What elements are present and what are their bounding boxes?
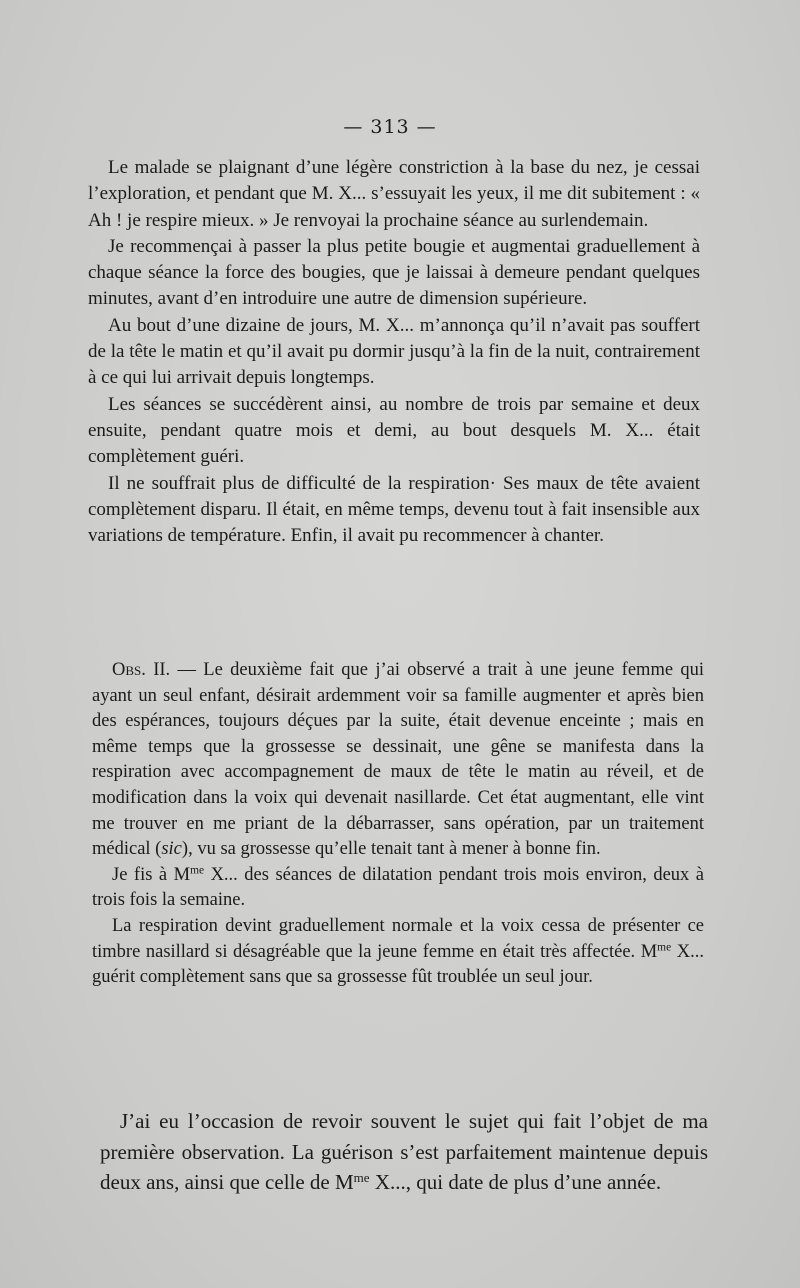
page-number: — 313 —	[343, 116, 437, 138]
superscript: me	[190, 864, 205, 877]
text-run: La respiration devint graduellement normale et la voix cessa de présenter ce timbre nasillard si désagréable que la jeune femme en était très affectée. M	[92, 915, 704, 962]
superscript: me	[353, 1169, 370, 1185]
paragraph	[92, 914, 704, 991]
superscript: me	[657, 941, 672, 954]
observation-1-continuation	[88, 155, 700, 549]
observation-label: Obs. II.	[112, 660, 171, 680]
text-run: J’ai eu l’occasion de revoir souvent le sujet qui fait l’objet de ma première observation. La guérison s’est parfaitement maintenue depuis deux ans, ainsi que celle de M	[100, 1109, 708, 1194]
paragraph: Les séances se succédèrent ainsi, au nombre de trois par semaine et deux ensuite, pendant quatre mois et demi, au bout desquels M. X... était complètement guéri.	[88, 393, 700, 468]
paragraph: Le malade se plaignant d’une légère constriction à la base du nez, je cessai l’exploration, et pendant que M. X... s’essuyait les yeux, il me dit subitement : « Ah ! je respire mieux. » Je renvoyai la prochaine séance au surlendemain.	[88, 157, 700, 231]
text-run: X..., qui date de plus d’une année.	[369, 1170, 662, 1194]
paragraph: Au bout d’une dizaine de jours, M. X... m’annonça qu’il n’avait pas souffert de la tête le matin et qu’il avait pu dormir jusqu’à la fin de la nuit, contrairement à ce qui lui arrivait depuis longtemps.	[88, 314, 700, 389]
text-run: X... des séances de dilatation pendant trois mois environ, deux à trois fois la semaine.	[92, 864, 704, 911]
text-run: — Le deuxième fait que j’ai observé a trait à une jeune femme qui ayant un seul enfant, désirait ardemment voir sa famille augmenter et après bien des espérances, toujours déçues par la suite, était devenue enceinte ; mais en même temps que la grossesse se dessinait, une gêne se manifesta dans la respiration avec accompagnement de maux de tête le matin au réveil, et de modification dans la voix qui devenait nasillarde. Cet état augmentant, elle vint me trouver en me priant de la débarrasser, sans opération, par un traitement médical (	[92, 660, 704, 860]
sic-italic: sic	[161, 839, 182, 860]
paragraph	[100, 1106, 708, 1198]
text-run: X... guérit complètement sans que sa grossesse fût troublée un seul jour.	[92, 941, 704, 988]
text-run: Je fis à M	[112, 864, 191, 885]
paragraph	[92, 658, 704, 863]
paragraph: Il ne souffrait plus de difficulté de la respiration· Ses maux de tête avaient complètement disparu. Il était, en même temps, devenu tout à fait insensible aux variations de température. Enfin, il avait pu recommencer à chanter.	[88, 472, 700, 547]
text-run: ), vu sa grossesse qu’elle tenait tant à mener à bonne fin.	[181, 839, 601, 860]
paragraph	[92, 863, 704, 914]
observation-2	[92, 658, 704, 991]
paragraph: Je recommençai à passer la plus petite bougie et augmentai graduellement à chaque séance la force des bougies, que je laissai à demeure pendant quelques minutes, avant d’en introduire une autre de dimension supérieure.	[88, 235, 700, 310]
closing-note	[100, 1106, 708, 1198]
